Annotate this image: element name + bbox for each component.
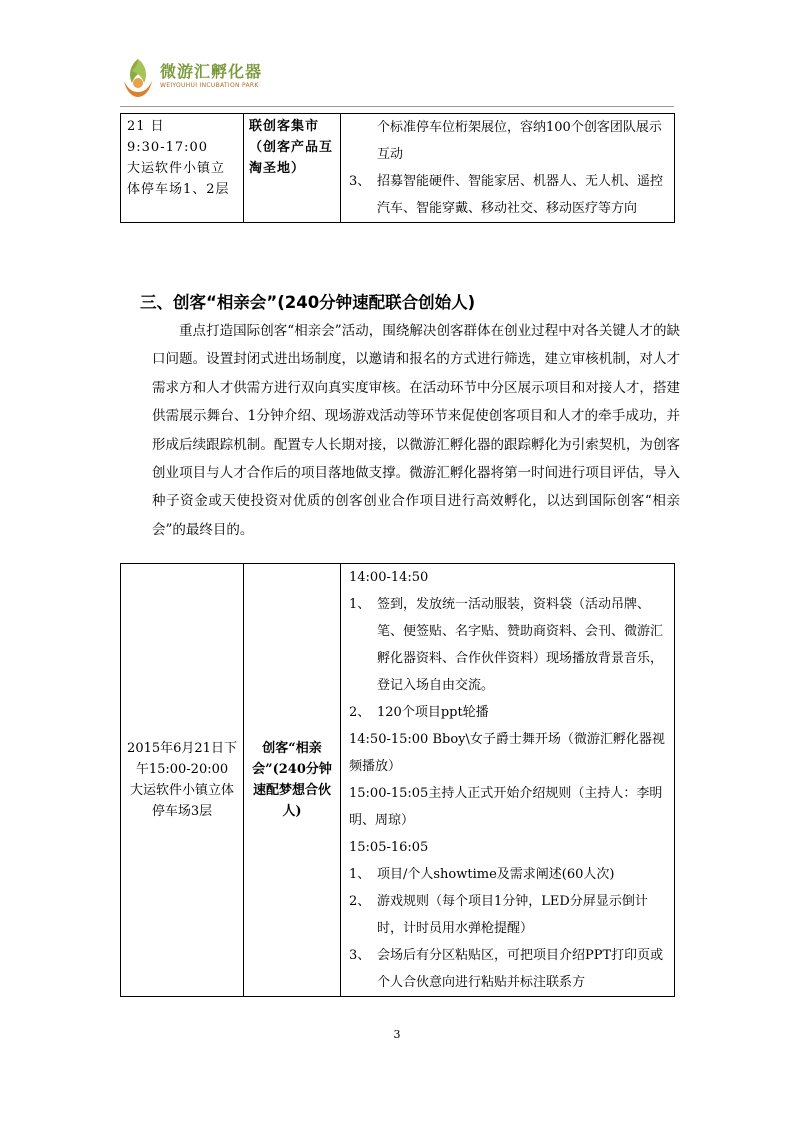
time-location-cell: [121, 564, 244, 997]
time-block-label: 14:00-14:50: [349, 570, 429, 585]
list-number: 3、: [349, 948, 371, 963]
list-text: 招募智能硬件、智能家居、机器人、无人机、遥控汽车、智能穿戴、移动社交、移动医疗等方向: [377, 174, 664, 216]
section-heading: 三、创客“相亲会”(240分钟速配联合创始人): [140, 293, 476, 312]
list-text: 会场后有分区粘贴区，可把项目介绍PPT打印页或个人合伙意向进行粘贴并标注联系方: [377, 948, 664, 990]
activity-detail-cell: [341, 564, 675, 997]
time-location-cell: [121, 114, 244, 223]
list-text: 项目/个人showtime及需求阐述(60人次): [377, 867, 615, 882]
time-location-text: 2015年6月21日下午15:00-20:00 大运软件小镇立体停车场3层: [127, 741, 237, 819]
time-location-text: 21 日 9:30-17:00 大运软件小镇立体停车场1、2层: [127, 119, 230, 197]
logo: [120, 55, 280, 103]
list-number: 2、: [349, 705, 371, 720]
activity-detail-cell: [341, 114, 675, 223]
list-number: 1、: [349, 867, 371, 882]
detail-line: 个标准停车位桁架展位，容纳100个创客团队展示互动: [377, 120, 662, 162]
schedule-line: 14:50-15:00 Bboy\女子爵士舞开场（微游汇孵化器视频播放）: [349, 732, 665, 774]
list-number: 2、: [349, 894, 371, 909]
page-number: 3: [393, 1028, 401, 1041]
activity-name-cell: [244, 564, 341, 997]
table-row: [121, 564, 675, 997]
section-paragraph: 重点打造国际创客“相亲会”活动，围绕解决创客群体在创业过程中对各关键人才的缺口问题。设置封闭式进出场制度，以邀请和报名的方式进行筛选，建立审核机制，对人才需求方和人才供需方进行双向真实度审核。在活动环节中分区展示项目和对接人才，搭建供需展示舞台、1分钟介绍、现场游戏活动等环节来促使创客项目和人才的牵手成功，并形成后续跟踪机制。配置专人长期对接，以微游汇孵化器的跟踪孵化为引索契机，为创客创业项目与人才合作后的项目落地做支撑。微游汇孵化器将第一时间进行项目评估，导入种子资金或天使投资对优质的创客创业合作项目进行高效孵化，以达到国际创客“相亲会”的最终目的。: [152, 323, 680, 538]
list-number: 1、: [349, 597, 371, 612]
list-item: [349, 591, 666, 699]
list-item: [349, 888, 666, 942]
list-text: 120个项目ppt轮播: [377, 705, 489, 720]
logo-text: 微游汇孵化器: [160, 62, 263, 81]
list-text: 游戏规则（每个项目1分钟，LED分屏显示倒计时，计时员用水弹枪提醒）: [377, 894, 648, 936]
activity-name: 创客“相亲会”(240分钟速配梦想合伙人): [252, 741, 332, 819]
list-number: 3、: [349, 174, 371, 189]
list-item: [349, 942, 666, 996]
list-item: [349, 699, 666, 726]
logo-subtext: WEIYOUHUI INCUBATION PARK: [160, 82, 259, 89]
header-divider: [120, 106, 674, 107]
activity-name: 联创客集市（创客产品互淘圣地）: [249, 119, 334, 176]
list-item: [349, 861, 666, 888]
list-item: [349, 168, 666, 222]
schedule-table: [120, 563, 675, 997]
schedule-line: 15:00-15:05主持人正式开始介绍规则（主持人：李明明、周琼）: [349, 786, 663, 828]
activity-name-cell: [244, 114, 341, 223]
list-text: 签到，发放统一活动服装，资料袋（活动吊牌、笔、便签贴、名字贴、赞助商资料、会刊、微游汇孵化器资料、合作伙伴资料）现场播放背景音乐，登记入场自由交流。: [377, 597, 664, 693]
table-row: [121, 114, 675, 223]
time-block-label: 15:05-16:05: [349, 840, 429, 855]
logo-mark-icon: [120, 55, 156, 99]
schedule-table-continued: [120, 113, 675, 223]
